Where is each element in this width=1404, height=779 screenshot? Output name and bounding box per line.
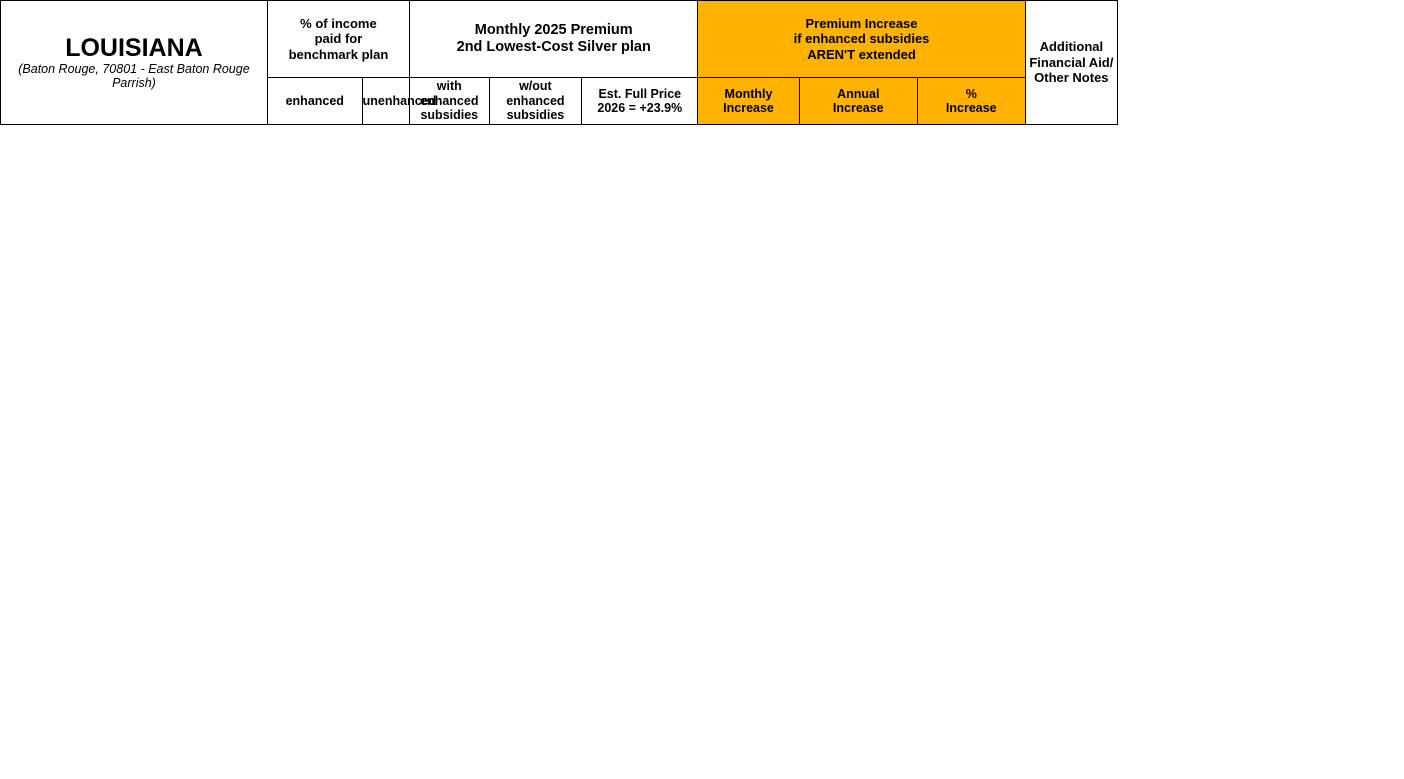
- monthly-premium-header: Monthly 2025 Premium 2nd Lowest-Cost Silver plan: [409, 1, 697, 78]
- table-row: [1, 1, 1404, 78]
- with-enhanced-subsidies-col-header: with enhanced subsidies: [409, 78, 489, 125]
- monthly-increase-col-header: Monthly Increase: [698, 78, 799, 125]
- pct-income-header: % of income paid for benchmark plan: [267, 1, 409, 78]
- premium-increase-header: Premium Increase if enhanced subsidies AREN'T extended: [698, 1, 1025, 78]
- title-block: [1, 1, 268, 125]
- state-title: LOUISIANA: [65, 34, 203, 63]
- enhanced-col-header: enhanced: [267, 78, 362, 125]
- est-full-price-col-header: Est. Full Price 2026 = +23.9%: [582, 78, 698, 125]
- premium-comparison-table: [0, 0, 1404, 125]
- pct-increase-col-header: % Increase: [917, 78, 1025, 125]
- without-enhanced-subsidies-col-header: w/out enhanced subsidies: [489, 78, 582, 125]
- location-subtitle: (Baton Rouge, 70801 - East Baton Rouge Parrish): [18, 61, 250, 90]
- annual-increase-col-header: Annual Increase: [799, 78, 917, 125]
- additional-notes-header: Additional Financial Aid/ Other Notes: [1025, 1, 1118, 125]
- unenhanced-col-header: unenhanced: [362, 78, 409, 125]
